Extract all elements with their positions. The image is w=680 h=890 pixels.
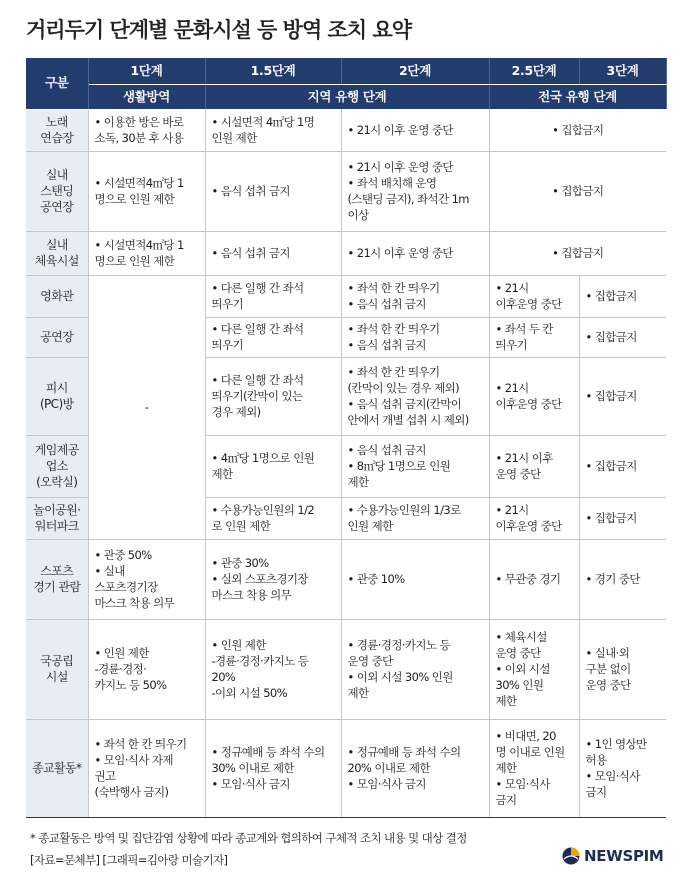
cell-line: 경기 관람 — [33, 580, 81, 594]
cell-line: 인원 제한 — [211, 130, 257, 145]
cell-line: 띄우기 — [495, 338, 528, 352]
stage-3-cell — [579, 357, 666, 435]
row-category — [26, 109, 88, 151]
cell-line: 영화관 — [40, 289, 74, 303]
stage-1-5-cell — [205, 275, 341, 317]
stage-2-5-3-cell — [489, 151, 666, 231]
stage-2-5-cell — [489, 357, 579, 435]
cell-line: • 경기 중단 — [585, 572, 640, 586]
cell-line: 띄우기(칸막이 있는 — [211, 389, 303, 403]
newspim-globe-icon — [562, 847, 580, 865]
cell-line: 마스크 착용 의무 — [211, 588, 292, 602]
cell-line: 실내 — [45, 168, 68, 182]
stage-1-5-cell — [205, 497, 341, 539]
cell-line: 운영 중단 — [585, 678, 631, 692]
cell-line: • 집합금지 — [585, 459, 637, 473]
cell-line: • 수용가능인원의 1/3로 — [347, 503, 461, 517]
stage-3-cell — [579, 435, 666, 497]
stage-2-5-cell — [489, 539, 579, 619]
stage-1-cell — [88, 231, 205, 275]
cell-line: • 집합금지 — [585, 511, 637, 525]
cell-line: 띄우기 — [211, 338, 244, 352]
cell-line: • 다른 일행 간 좌석 — [211, 281, 304, 295]
stage-2-cell — [341, 109, 489, 151]
stage-3-cell — [579, 317, 666, 357]
cell-line: • 모임·식사 — [495, 777, 550, 791]
row-category — [26, 435, 88, 497]
cell-line: 피시 — [45, 381, 68, 395]
footnote: * 종교활동은 방역 및 집단감염 상황에 따라 종교계와 협의하여 구체적 조치 내용 및 대상 결정 — [30, 831, 467, 845]
cell-line: • 인원 제한 — [211, 638, 266, 652]
cell-line: 운영 중단 — [495, 467, 541, 481]
cell-line: • 집합금지 — [585, 289, 637, 303]
cell-line: 20% 이내로 제한 — [347, 761, 430, 775]
header-stage-3: 3단계 — [579, 58, 666, 85]
cell-line: 띄우기 — [211, 297, 244, 311]
cell-line: • 관중 10% — [347, 572, 405, 586]
cell-line: 소독, 30분 후 사용 — [94, 130, 184, 145]
cell-line: (스탠딩 금지), 좌석간 1m — [347, 192, 469, 206]
cell-line: 마스크 착용 의무 — [94, 596, 175, 610]
cell-line: 명으로 인원 제한 — [94, 192, 175, 206]
stage-2-cell — [341, 275, 489, 317]
cell-line: • 21시 — [495, 503, 529, 517]
header-group-regional: 지역 유행 단계 — [205, 85, 489, 110]
stage-1-5-cell — [205, 231, 341, 275]
cell-line: • 집합금지 — [552, 122, 604, 137]
cell-line: • 체육시설 — [495, 630, 547, 644]
cell-line: 노래 — [45, 115, 68, 129]
cell-line: • 1인 영상만 — [585, 737, 647, 751]
cell-line: • 경륜·경정·카지노 등 — [347, 638, 450, 652]
stage-2-5-cell — [489, 275, 579, 317]
cell-line: 스포츠 — [40, 564, 74, 578]
stage-1-5-cell — [205, 719, 341, 817]
cell-line: • 관중 50% — [94, 548, 152, 562]
cell-line: • 21시 이후 운영 중단 — [347, 246, 453, 260]
cell-line: (숙박행사 금지) — [94, 785, 169, 799]
cell-line: 권고 — [94, 769, 116, 783]
cell-line: • 이외 시설 — [495, 662, 550, 676]
header-stage-2-5: 2.5단계 — [489, 58, 579, 85]
cell-line: • 음식 섭취 금지 — [347, 297, 426, 311]
cell-line: • 21시 이후 — [495, 451, 553, 465]
cell-line: • 모임·식사 금지 — [347, 777, 426, 791]
cell-line: 연습장 — [40, 131, 74, 145]
cell-line: • 비대면, 20 — [495, 729, 556, 743]
cell-line: • 관중 30% — [211, 556, 269, 570]
header-group-national: 전국 유행 단계 — [489, 85, 666, 110]
cell-line: • 시설면적4㎡당 1 — [94, 238, 184, 252]
row-category — [26, 275, 88, 317]
cell-line: 명으로 인원 제한 — [94, 254, 175, 268]
row-category — [26, 357, 88, 435]
cell-line: • 시설면적4㎡당 1 — [94, 176, 184, 190]
cell-line: 공연장 — [40, 330, 74, 344]
cell-line: -경륜·경정·카지노 등 — [211, 654, 309, 668]
cell-line: 금지 — [495, 793, 517, 807]
cell-line: 체육시설 — [34, 254, 79, 268]
header-stage-1-5: 1.5단계 — [205, 58, 341, 85]
cell-line: • 21시 이후 운영 중단 — [347, 122, 453, 137]
cell-line: • 정규예배 등 좌석 수의 — [211, 745, 325, 759]
cell-line: 경우 제외) — [211, 405, 261, 419]
stage-2-5-cell — [489, 317, 579, 357]
stage-1-5-cell — [205, 109, 341, 151]
stage-2-cell — [341, 357, 489, 435]
cell-line: • 인원 제한 — [94, 646, 149, 660]
cell-line: 업소 — [45, 459, 68, 473]
stage-1-5-cell — [205, 539, 341, 619]
cell-line: • 음식 섭취 금지(칸막이 — [347, 397, 462, 411]
cell-line: 30% 인원 — [495, 678, 544, 692]
stage-2-5-cell — [489, 497, 579, 539]
cell-line: • 4㎡당 1명으로 인원 — [211, 451, 315, 465]
newspim-logo — [562, 847, 664, 865]
stage-2-5-cell — [489, 719, 579, 817]
cell-line: • 좌석 배치해 운영 — [347, 176, 437, 190]
cell-line: • 수용가능인원의 1/2 — [211, 503, 315, 517]
header-stage-2: 2단계 — [341, 58, 489, 85]
cell-line: • 실내·외 — [585, 646, 630, 660]
table-row — [26, 275, 666, 317]
row-category — [26, 231, 88, 275]
cell-line: 안에서 개별 섭취 시 제외) — [347, 413, 469, 427]
cell-line: 제한 — [211, 467, 233, 481]
cell-line: • 좌석 한 칸 띄우기 — [347, 322, 440, 336]
table-row — [26, 719, 666, 817]
cell-line: • 음식 섭취 금지 — [211, 246, 290, 260]
cell-line: (칸막이 있는 경우 제외) — [347, 381, 460, 395]
stage-1-5-cell — [205, 357, 341, 435]
cell-line: (오락실) — [36, 475, 78, 489]
stage-1-cell — [88, 539, 205, 619]
cell-line: 실내 — [45, 238, 68, 252]
cell-line: • 모임·식사 금지 — [211, 777, 290, 791]
stage-1-5-cell — [205, 435, 341, 497]
cell-line: 게임제공 — [34, 443, 79, 457]
stage-1-5-cell — [205, 151, 341, 231]
cell-line: 명 이내로 인원 — [495, 745, 565, 759]
stage-1-cell — [88, 719, 205, 817]
table-row — [26, 109, 666, 151]
stage-2-cell — [341, 317, 489, 357]
cell-line: • 집합금지 — [585, 330, 637, 344]
stage-2-5-cell — [489, 619, 579, 719]
cell-line: 20% — [211, 670, 236, 684]
stage-1-merged-cell: - — [88, 275, 205, 539]
cell-line: • 집합금지 — [552, 184, 604, 198]
cell-line: 스포츠경기장 — [94, 580, 158, 594]
stage-2-cell — [341, 497, 489, 539]
cell-line: • 집합금지 — [585, 389, 637, 403]
cell-line: • 이용한 방은 바로 — [94, 114, 184, 129]
cell-line: (PC)방 — [39, 397, 74, 411]
stage-1-cell — [88, 109, 205, 151]
cell-line: • 정규예배 등 좌석 수의 — [347, 745, 461, 759]
row-category — [26, 317, 88, 357]
table-row — [26, 539, 666, 619]
cell-line: 인원 제한 — [347, 519, 393, 533]
stage-3-cell — [579, 275, 666, 317]
cell-line: • 다른 일행 간 좌석 — [211, 373, 304, 387]
table-row — [26, 151, 666, 231]
row-category — [26, 497, 88, 539]
header-stage-1: 1단계 — [88, 58, 205, 85]
cell-line: • 음식 섭취 금지 — [347, 338, 426, 352]
cell-line: • 21시 이후 운영 중단 — [347, 160, 453, 174]
stage-3-cell — [579, 539, 666, 619]
cell-line: • 실외 스포츠경기장 — [211, 572, 308, 586]
cell-line: -경륜·경정· — [94, 662, 147, 676]
cell-line: 시설 — [45, 670, 68, 684]
cell-line: • 모임·식사 — [585, 769, 640, 783]
cell-line: • 음식 섭취 금지 — [211, 184, 290, 198]
stage-2-cell — [341, 231, 489, 275]
cell-line: • 21시 — [495, 381, 529, 395]
cell-line: 운영 중단 — [495, 646, 541, 660]
stage-2-cell — [341, 619, 489, 719]
cell-line: 공연장 — [40, 200, 74, 214]
stage-2-5-cell — [489, 435, 579, 497]
cell-line: • 모임·식사 자제 — [94, 753, 173, 767]
cell-line: 놀이공원· — [33, 503, 81, 517]
stage-2-cell — [341, 151, 489, 231]
stage-1-cell — [88, 619, 205, 719]
cell-line: • 무관중 경기 — [495, 572, 561, 586]
cell-line: • 실내 — [94, 564, 125, 578]
cell-line: • 집합금지 — [552, 246, 604, 260]
table-row — [26, 231, 666, 275]
measures-table — [26, 58, 667, 818]
row-category — [26, 539, 88, 619]
cell-line: • 8㎡당 1명으로 인원 — [347, 459, 451, 473]
stage-2-5-3-cell — [489, 109, 666, 151]
stage-1-5-cell — [205, 317, 341, 357]
source-credit: [자료=문체부] [그래픽=김아랑 미술기자] — [30, 853, 228, 867]
stage-2-cell — [341, 719, 489, 817]
cell-line: 카지노 등 50% — [94, 678, 167, 692]
cell-line: • 좌석 한 칸 띄우기 — [347, 281, 440, 295]
cell-line: • 좌석 한 칸 띄우기 — [94, 737, 187, 751]
cell-line: 제한 — [495, 761, 517, 775]
cell-line: 워터파크 — [34, 519, 79, 533]
stage-2-cell — [341, 539, 489, 619]
header-group-daily: 생활방역 — [88, 85, 205, 110]
cell-line: 이후운영 중단 — [495, 519, 562, 533]
cell-line: • 다른 일행 간 좌석 — [211, 322, 304, 336]
cell-line: 제한 — [347, 686, 369, 700]
stage-2-5-3-cell — [489, 231, 666, 275]
header-category: 구분 — [26, 58, 88, 109]
stage-1-5-cell — [205, 619, 341, 719]
cell-line: 30% 이내로 제한 — [211, 761, 294, 775]
cell-line: • 좌석 한 칸 띄우기 — [347, 365, 440, 379]
cell-line: 종교활동* — [32, 761, 82, 775]
cell-line: 운영 중단 — [347, 654, 393, 668]
cell-line: 제한 — [347, 475, 369, 489]
row-category — [26, 719, 88, 817]
cell-line: 구분 없이 — [585, 662, 631, 676]
stage-1-cell — [88, 151, 205, 231]
cell-line: • 좌석 두 칸 — [495, 322, 553, 336]
cell-line: 로 인원 제한 — [211, 519, 271, 533]
stage-3-cell — [579, 619, 666, 719]
cell-line: 국공립 — [40, 654, 74, 668]
cell-line: 금지 — [585, 785, 607, 799]
cell-line: -이외 시설 50% — [211, 686, 287, 700]
stage-3-cell — [579, 719, 666, 817]
cell-line: • 시설면적 4㎡당 1명 — [211, 114, 315, 129]
cell-line: • 이외 시설 30% 인원 — [347, 670, 453, 684]
cell-line: 스탠딩 — [40, 184, 74, 198]
cell-line: 제한 — [495, 694, 517, 708]
row-category — [26, 619, 88, 719]
stage-2-cell — [341, 435, 489, 497]
cell-line: • 음식 섭취 금지 — [347, 443, 426, 457]
row-category — [26, 151, 88, 231]
cell-line: 이상 — [347, 208, 369, 222]
cell-line: 이후운영 중단 — [495, 397, 562, 411]
logo-text: NEWSPIM — [584, 847, 664, 865]
stage-3-cell — [579, 497, 666, 539]
cell-line: 허용 — [585, 753, 607, 767]
page-title: 거리두기 단계별 문화시설 등 방역 조치 요약 — [26, 18, 412, 42]
cell-line: • 21시 — [495, 281, 529, 295]
cell-line: 이후운영 중단 — [495, 297, 562, 311]
table-row — [26, 619, 666, 719]
